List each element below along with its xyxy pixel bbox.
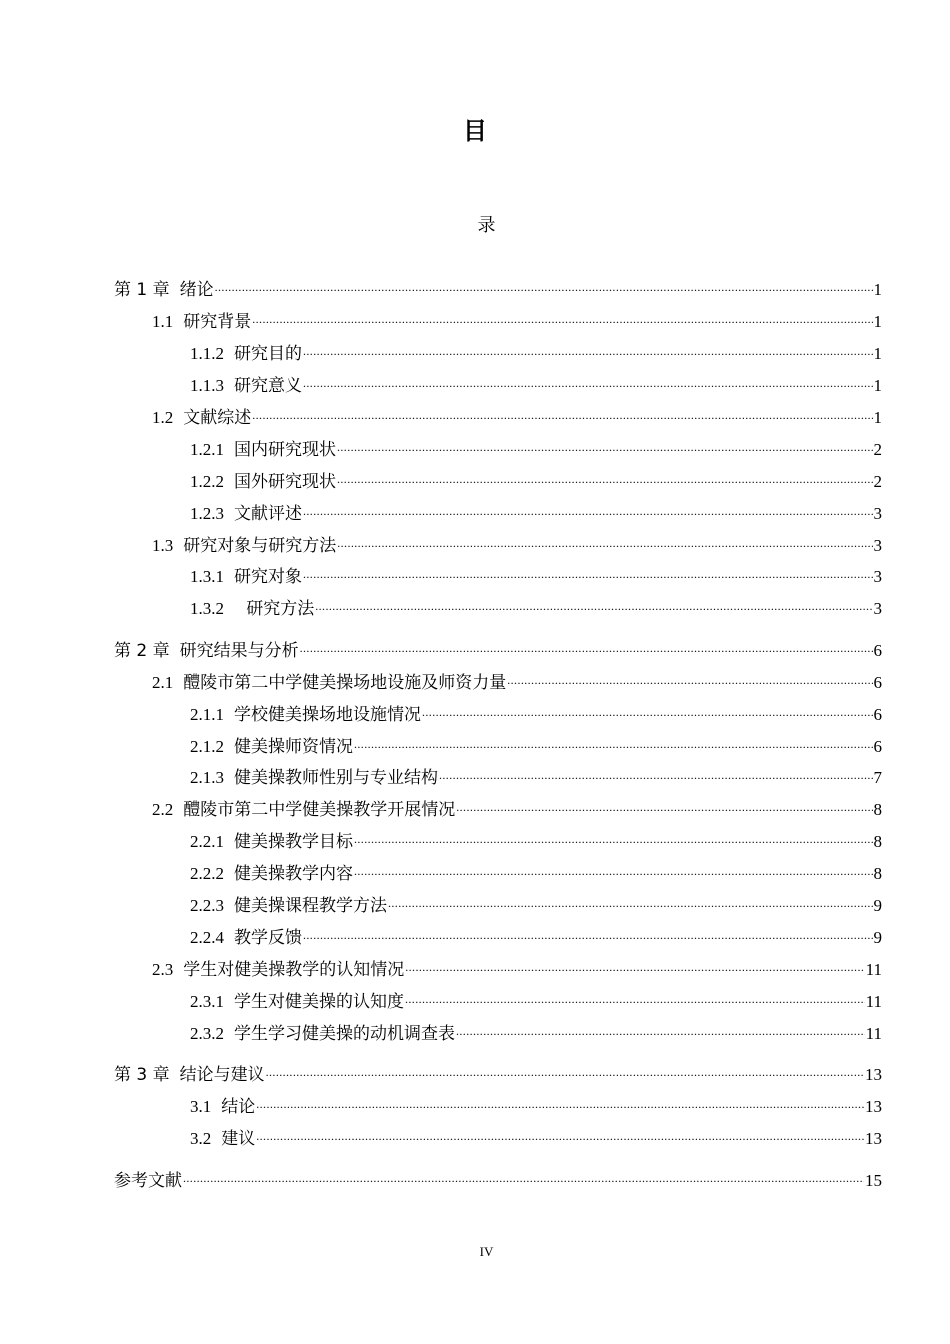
toc-title: 教学反馈: [234, 928, 302, 947]
toc-number: 2.1: [152, 673, 174, 692]
toc-title: 健美操教学目标: [234, 832, 353, 851]
toc-entry-1-1-3[interactable]: [190, 374, 882, 398]
toc-entry-1-3-2[interactable]: [190, 597, 882, 621]
toc-page-number: 8: [873, 800, 882, 819]
toc-page-number: 2: [873, 440, 882, 459]
toc-page-number: 3: [873, 536, 882, 555]
toc-title: 醴陵市第二中学健美操场地设施及师资力量: [183, 673, 507, 692]
toc-entry-3-1[interactable]: [190, 1095, 882, 1119]
toc-page-number: 2: [873, 472, 882, 491]
toc-page-number: 11: [865, 992, 882, 1011]
toc-number: 第 3 章: [114, 1065, 170, 1085]
toc-page-number: 1: [873, 280, 882, 299]
dot-leader: [439, 762, 873, 787]
toc-references[interactable]: [114, 1169, 882, 1193]
toc-title: 学生学习健美操的动机调查表: [234, 1024, 455, 1043]
toc-number: 1.2.2: [190, 472, 224, 491]
toc-title: 醴陵市第二中学健美操教学开展情况: [183, 800, 456, 819]
toc-entry-2-3-1[interactable]: [190, 990, 882, 1014]
toc-number: 2.2.4: [190, 928, 224, 947]
toc-page-number: 1: [873, 344, 882, 363]
toc-title-line1: 目: [463, 117, 487, 145]
toc-number: 第 1 章: [114, 280, 170, 300]
toc-title: 参考文献: [114, 1171, 182, 1191]
toc-page-number: 11: [865, 1024, 882, 1043]
toc-chapter-1[interactable]: [114, 278, 882, 302]
toc-number: 2.3: [152, 960, 174, 979]
dot-leader: [354, 731, 873, 756]
toc-number: 2.3.1: [190, 992, 224, 1011]
dot-leader: [422, 699, 873, 724]
toc-page-number: 15: [865, 1171, 882, 1190]
toc-number: 2.2.3: [190, 896, 224, 915]
toc-page-number: 6: [873, 705, 882, 724]
toc-entry-2-2-2[interactable]: [190, 862, 882, 886]
toc-title: 国外研究现状: [234, 472, 336, 491]
dot-leader: [256, 1091, 864, 1116]
dot-leader: [337, 466, 873, 491]
toc-title: 研究意义: [234, 376, 302, 395]
toc-number: 2.2: [152, 800, 174, 819]
toc-entry-1-2-1[interactable]: [190, 438, 882, 462]
dot-leader: [507, 667, 872, 692]
toc-page-number: 13: [865, 1065, 882, 1084]
toc-title: 结论: [221, 1097, 256, 1116]
toc-entry-2-1-2[interactable]: [190, 735, 882, 759]
toc-entry-2-2-4[interactable]: [190, 926, 882, 950]
dot-leader: [456, 1018, 865, 1043]
toc-title: 文献评述: [234, 504, 302, 523]
toc-number: 1.3.1: [190, 567, 224, 586]
toc-number: 1.2: [152, 408, 174, 427]
dot-leader: [354, 826, 873, 851]
toc-title-line2: 录: [477, 215, 496, 236]
toc-number: 1.1: [152, 312, 174, 331]
dot-leader: [303, 338, 873, 363]
dot-leader: [303, 922, 873, 947]
toc-number: 1.3.2: [190, 599, 224, 618]
toc-title: 健美操教学内容: [234, 864, 353, 883]
toc-title: 建议: [221, 1129, 256, 1148]
toc-number: 2.1.3: [190, 768, 224, 787]
toc-page-number: 13: [865, 1129, 882, 1148]
dot-leader: [256, 1123, 864, 1148]
toc-page-number: 1: [873, 408, 882, 427]
toc-entry-1-2-2[interactable]: [190, 470, 882, 494]
toc-page-number: 7: [873, 768, 882, 787]
toc-page-number: 1: [873, 376, 882, 395]
toc-title: 研究目的: [234, 344, 302, 363]
toc-number: 1.1.2: [190, 344, 224, 363]
dot-leader: [388, 890, 873, 915]
toc-entry-2-3-2[interactable]: [190, 1022, 882, 1046]
toc-page-number: 3: [873, 504, 882, 523]
dot-leader: [303, 561, 873, 586]
toc-entry-2-1[interactable]: [152, 671, 882, 695]
dot-leader: [266, 1059, 864, 1084]
toc-page-number: 9: [873, 896, 882, 915]
toc-number: 2.2.2: [190, 864, 224, 883]
toc-number: 2.2.1: [190, 832, 224, 851]
toc-number: 3.1: [190, 1097, 212, 1116]
toc-entry-2-1-3[interactable]: [190, 766, 882, 790]
toc-title: 研究方法: [242, 599, 315, 618]
dot-leader: [252, 402, 872, 427]
toc-entry-2-2-3[interactable]: [190, 894, 882, 918]
toc-page-number: 13: [865, 1097, 882, 1116]
toc-page-number: 6: [873, 673, 882, 692]
toc-page-number: 8: [873, 864, 882, 883]
toc-number: 2.3.2: [190, 1024, 224, 1043]
toc-number: 2.1.1: [190, 705, 224, 724]
toc-entry-1-3[interactable]: [152, 534, 882, 558]
toc-title: 健美操课程教学方法: [234, 896, 387, 915]
toc-page-number: 9: [873, 928, 882, 947]
dot-leader: [303, 370, 873, 395]
toc-title: 文献综述: [183, 408, 252, 427]
dot-leader: [337, 434, 873, 459]
toc-page-number: 8: [873, 832, 882, 851]
toc-title: 研究结果与分析: [179, 641, 299, 661]
toc-title: 结论与建议: [179, 1065, 265, 1085]
toc-title: 健美操教师性别与专业结构: [234, 768, 438, 787]
toc-page-number: 1: [873, 312, 882, 331]
dot-leader: [456, 794, 872, 819]
toc-page-number: 3: [873, 567, 882, 586]
dot-leader: [215, 274, 873, 299]
toc-chapter-2[interactable]: [114, 639, 882, 663]
toc-entry-1-2[interactable]: [152, 406, 882, 430]
dot-leader: [300, 635, 873, 660]
toc-entry-1-1[interactable]: [152, 310, 882, 334]
page-footer-number: IV: [479, 1244, 494, 1259]
dot-leader: [405, 954, 864, 979]
toc-title: 研究对象与研究方法: [183, 536, 337, 555]
toc-page-number: 11: [865, 960, 882, 979]
toc-title: 学生对健美操的认知度: [234, 992, 404, 1011]
toc-number: 1.1.3: [190, 376, 224, 395]
toc-number: 2.1.2: [190, 737, 224, 756]
toc-entry-2-1-1[interactable]: [190, 703, 882, 727]
toc-entry-1-3-1[interactable]: [190, 565, 882, 589]
dot-leader: [405, 986, 865, 1011]
toc-title: 学生对健美操教学的认知情况: [183, 960, 405, 979]
toc-number: 3.2: [190, 1129, 212, 1148]
toc-title: 学校健美操场地设施情况: [234, 705, 421, 724]
toc-page-number: 6: [873, 737, 882, 756]
toc-entry-2-2-1[interactable]: [190, 830, 882, 854]
toc-title: 研究对象: [234, 567, 302, 586]
toc-entry-2-3[interactable]: [152, 958, 882, 982]
toc-entry-1-1-2[interactable]: [190, 342, 882, 366]
dot-leader: [354, 858, 873, 883]
toc-title: 国内研究现状: [234, 440, 336, 459]
toc-entry-1-2-3[interactable]: [190, 502, 882, 526]
toc-entry-3-2[interactable]: [190, 1127, 882, 1151]
dot-leader: [303, 498, 873, 523]
dot-leader: [183, 1165, 864, 1190]
toc-title: 绪论: [179, 280, 214, 300]
dot-leader: [315, 593, 872, 618]
toc-title: 研究背景: [183, 312, 252, 331]
toc-page-number: 6: [873, 641, 882, 660]
toc-page-number: 3: [873, 599, 882, 618]
dot-leader: [337, 530, 872, 555]
toc-entry-2-2[interactable]: [152, 798, 882, 822]
toc-number: 1.3: [152, 536, 174, 555]
toc-number: 1.2.3: [190, 504, 224, 523]
toc-chapter-3[interactable]: [114, 1063, 882, 1087]
toc-title: 健美操师资情况: [234, 737, 353, 756]
toc-number: 1.2.1: [190, 440, 224, 459]
dot-leader: [252, 306, 872, 331]
toc-number: 第 2 章: [114, 641, 170, 661]
